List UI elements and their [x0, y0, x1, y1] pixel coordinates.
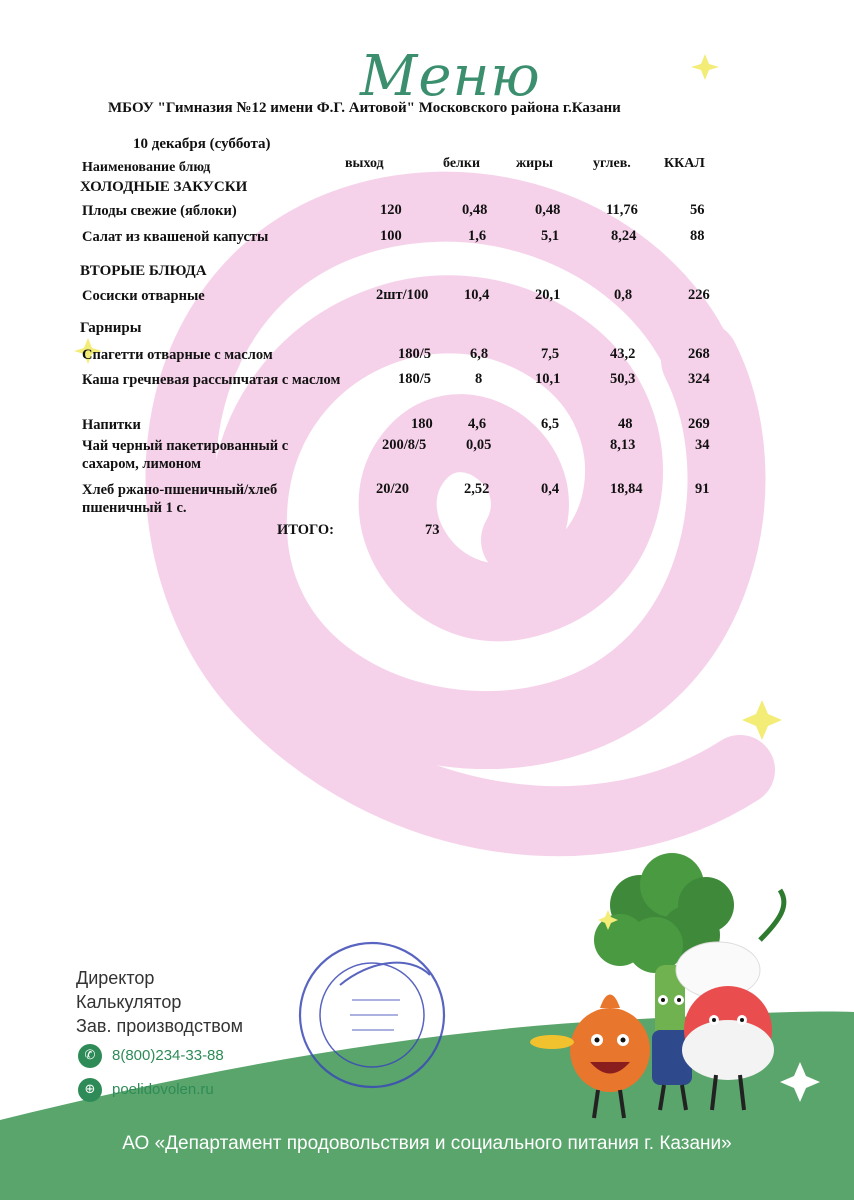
dish-name: Плоды свежие (яблоки): [82, 203, 237, 219]
dish-carbs: 8,13: [610, 437, 636, 453]
dish-protein: 4,6: [468, 416, 487, 432]
dish-carbs: 18,84: [610, 481, 643, 497]
dish-kcal: 56: [690, 202, 705, 218]
dish-kcal: 34: [695, 437, 710, 453]
dish-carbs: 0,8: [614, 287, 633, 303]
dish-output: 180: [411, 416, 433, 432]
column-header-output: выход: [345, 156, 384, 171]
dish-kcal: 226: [688, 287, 710, 303]
column-header-carbs: углев.: [593, 156, 631, 171]
dish-output: 180/5: [398, 346, 432, 362]
menu-date: 10 декабря (суббота): [133, 136, 271, 152]
role-production-head: Зав. производством: [76, 1016, 243, 1036]
phone-number[interactable]: 8(800)234-33-88: [112, 1047, 224, 1064]
sparkle-icon: [742, 700, 782, 740]
dish-kcal: 88: [690, 228, 705, 244]
section-cold-appetizers: ХОЛОДНЫЕ ЗАКУСКИ: [80, 179, 248, 195]
column-header-name: Наименование блюд: [82, 160, 211, 175]
dish-name: Каша гречневая рассыпчатая с маслом: [82, 372, 341, 388]
section-garnishes: Гарниры: [80, 320, 142, 336]
total-value: 73: [425, 522, 440, 538]
total-label: ИТОГО:: [277, 522, 335, 538]
dish-protein: 0,48: [462, 202, 488, 218]
dish-name: Чай черный пакетированный с сахаром, лимоном: [82, 438, 289, 472]
dish-protein: 8: [475, 371, 483, 387]
dish-name: Хлеб ржано-пшеничный/хлеб пшеничный 1 с.: [82, 482, 278, 516]
website-link[interactable]: poelidovolen.ru: [112, 1081, 214, 1098]
dish-kcal: 91: [695, 481, 710, 497]
dish-name: Сосиски отварные: [82, 288, 205, 304]
sparkle-icon: [691, 54, 719, 80]
column-header-kcal: ККАЛ: [664, 156, 705, 171]
school-name: МБОУ "Гимназия №12 имени Ф.Г. Аитовой" Московского района г.Казани: [108, 100, 621, 116]
dish-carbs: 8,24: [611, 228, 637, 244]
column-header-protein: белки: [443, 156, 481, 171]
role-calculator: Калькулятор: [76, 992, 182, 1012]
dish-fat: 0,4: [541, 481, 560, 497]
dish-output: 100: [380, 228, 402, 244]
dish-fat: 0,48: [535, 202, 561, 218]
dish-name: Салат из квашеной капусты: [82, 229, 269, 245]
dish-protein: 2,52: [464, 481, 490, 497]
dish-kcal: 269: [688, 416, 710, 432]
dish-fat: 20,1: [535, 287, 561, 303]
dish-carbs: 48: [618, 416, 633, 432]
dish-carbs: 50,3: [610, 371, 636, 387]
dish-name: Напитки: [82, 417, 141, 433]
role-director: Директор: [76, 968, 155, 988]
dish-protein: 10,4: [464, 287, 490, 303]
globe-icon: ⊕: [78, 1078, 102, 1102]
dish-output: 120: [380, 202, 402, 218]
dish-protein: 6,8: [470, 346, 489, 362]
dish-fat: 6,5: [541, 416, 560, 432]
dish-protein: 1,6: [468, 228, 487, 244]
dish-output: 2шт/100: [376, 287, 429, 303]
dish-name: Спагетти отварные с маслом: [82, 347, 273, 363]
dish-kcal: 268: [688, 346, 710, 362]
menu-title: Меню: [360, 44, 541, 109]
section-main-courses: ВТОРЫЕ БЛЮДА: [80, 263, 207, 279]
dish-protein: 0,05: [466, 437, 492, 453]
dish-fat: 5,1: [541, 228, 560, 244]
column-header-fat: жиры: [516, 156, 553, 171]
phone-icon: ✆: [78, 1044, 102, 1068]
dish-fat: 10,1: [535, 371, 561, 387]
dish-fat: 7,5: [541, 346, 560, 362]
dish-carbs: 43,2: [610, 346, 636, 362]
dish-carbs: 11,76: [606, 202, 638, 218]
dish-kcal: 324: [688, 371, 710, 387]
organization-name: АО «Департамент продовольствия и социального питания г. Казани»: [122, 1133, 732, 1154]
dish-output: 180/5: [398, 371, 432, 387]
dish-output: 200/8/5: [382, 437, 427, 453]
dish-output: 20/20: [376, 481, 410, 497]
